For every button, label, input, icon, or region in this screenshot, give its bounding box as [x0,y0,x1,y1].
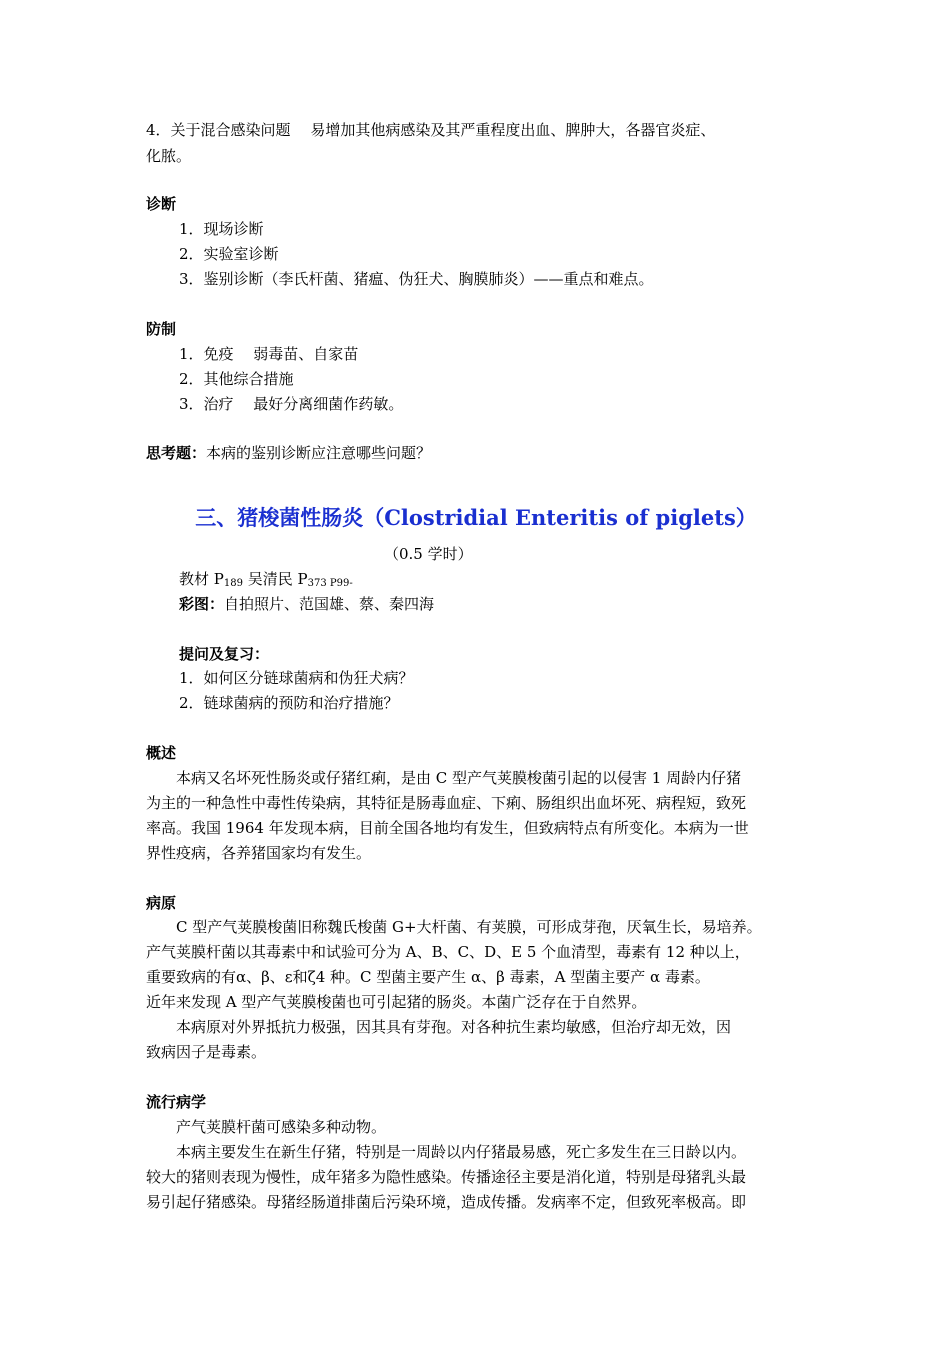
diagnosis-item: 3．鉴别诊断（李氏杆菌、猪瘟、伪狂犬、胸膜肺炎）——重点和难点。 [179,270,654,288]
overview-line: 本病又名坏死性肠炎或仔猪红痢，是由 C 型产气荚膜梭菌引起的以侵害 1 周龄内仔猪 [146,769,742,787]
review-item: 2．链球菌病的预防和治疗措施？ [179,694,399,712]
diagnosis-heading: 诊断 [146,195,177,213]
prevention-item: 1．免疫 弱毒苗、自家苗 [179,345,359,363]
epidemiology-line: 产气荚膜杆菌可感染多种动物。 [146,1118,387,1136]
thinking-question [146,442,431,464]
color-figures-label: 彩图： [179,595,225,613]
prevention-item: 2．其他综合措施 [179,370,294,388]
review-item: 1．如何区分链球菌病和伪狂犬病？ [179,669,414,687]
epidemiology-line: 易引起仔猪感染。母猪经肠道排菌后污染环境，造成传播。发病率不定，但致死率极高。即 [146,1193,747,1211]
pathogen-heading: 病原 [146,894,177,912]
textbook-page-1: 189 [223,578,243,589]
mixed-infection-line-2: 化脓。 [146,147,192,165]
pathogen-line: C 型产气荚膜梭菌旧称魏氏梭菌 G+大杆菌、有荚膜，可形成芽孢，厌氧生长，易培养。 [146,918,762,936]
prevention-item: 3．治疗 最好分离细菌作药敏。 [179,395,404,413]
textbook-prefix: 教材 P [179,570,224,588]
pathogen-line: 产气荚膜杆菌以其毒素中和试验可分为 A、B、C、D、E 5 个血清型，毒素有 12 种以上， [146,943,750,961]
review-heading: 提问及复习： [179,645,270,663]
pathogen-line: 近年来发现 A 型产气荚膜梭菌也可引起猪的肠炎。本菌广泛存在于自然界。 [146,993,647,1011]
overview-line: 率高。我国 1964 年发现本病，目前全国各地均有发生，但致病特点有所变化。本病为一世 [146,819,749,837]
textbook-reference [179,568,353,590]
section-title: 三、猪梭菌性肠炎（Clostridial Enteritis of piglets） [195,505,757,530]
overview-heading: 概述 [146,744,177,762]
textbook-mid: 吴清民 P [242,570,308,588]
overview-line: 界性疫病，各养猪国家均有发生。 [146,844,372,862]
diagnosis-item: 1．现场诊断 [179,220,264,238]
pathogen-line: 本病原对外界抵抗力极强，因其具有芽孢。对各种抗生素均敏感，但治疗却无效，因 [146,1018,732,1036]
color-figures-text: 自拍照片、范国雄、蔡、秦四海 [224,595,435,613]
pathogen-line: 致病因子是毒素。 [146,1043,267,1061]
epidemiology-heading: 流行病学 [146,1093,207,1111]
mixed-infection-line-1: 4．关于混合感染问题 易增加其他病感染及其严重程度出血、脾肿大，各器官炎症、 [146,121,716,139]
prevention-heading: 防制 [146,320,177,338]
thinking-question-label: 思考题： [146,444,207,462]
thinking-question-text: 本病的鉴别诊断应注意哪些问题？ [206,444,432,462]
color-figures [179,593,434,615]
epidemiology-line: 本病主要发生在新生仔猪，特别是一周龄以内仔猪最易感，死亡多发生在三日龄以内。 [146,1143,747,1161]
textbook-page-2: 373 P99- [307,578,353,589]
epidemiology-line: 较大的猪则表现为慢性，成年猪多为隐性感染。传播途径主要是消化道，特别是母猪乳头最 [146,1168,747,1186]
section-hours: （0.5 学时） [384,545,473,563]
overview-line: 为主的一种急性中毒性传染病，其特征是肠毒血症、下痢、肠组织出血坏死、病程短，致死 [146,794,747,812]
diagnosis-item: 2．实验室诊断 [179,245,279,263]
pathogen-line: 重要致病的有α、β、ε和ζ4 种。C 型菌主要产生 α、β 毒素，A 型菌主要产 α 毒素。 [146,968,710,986]
